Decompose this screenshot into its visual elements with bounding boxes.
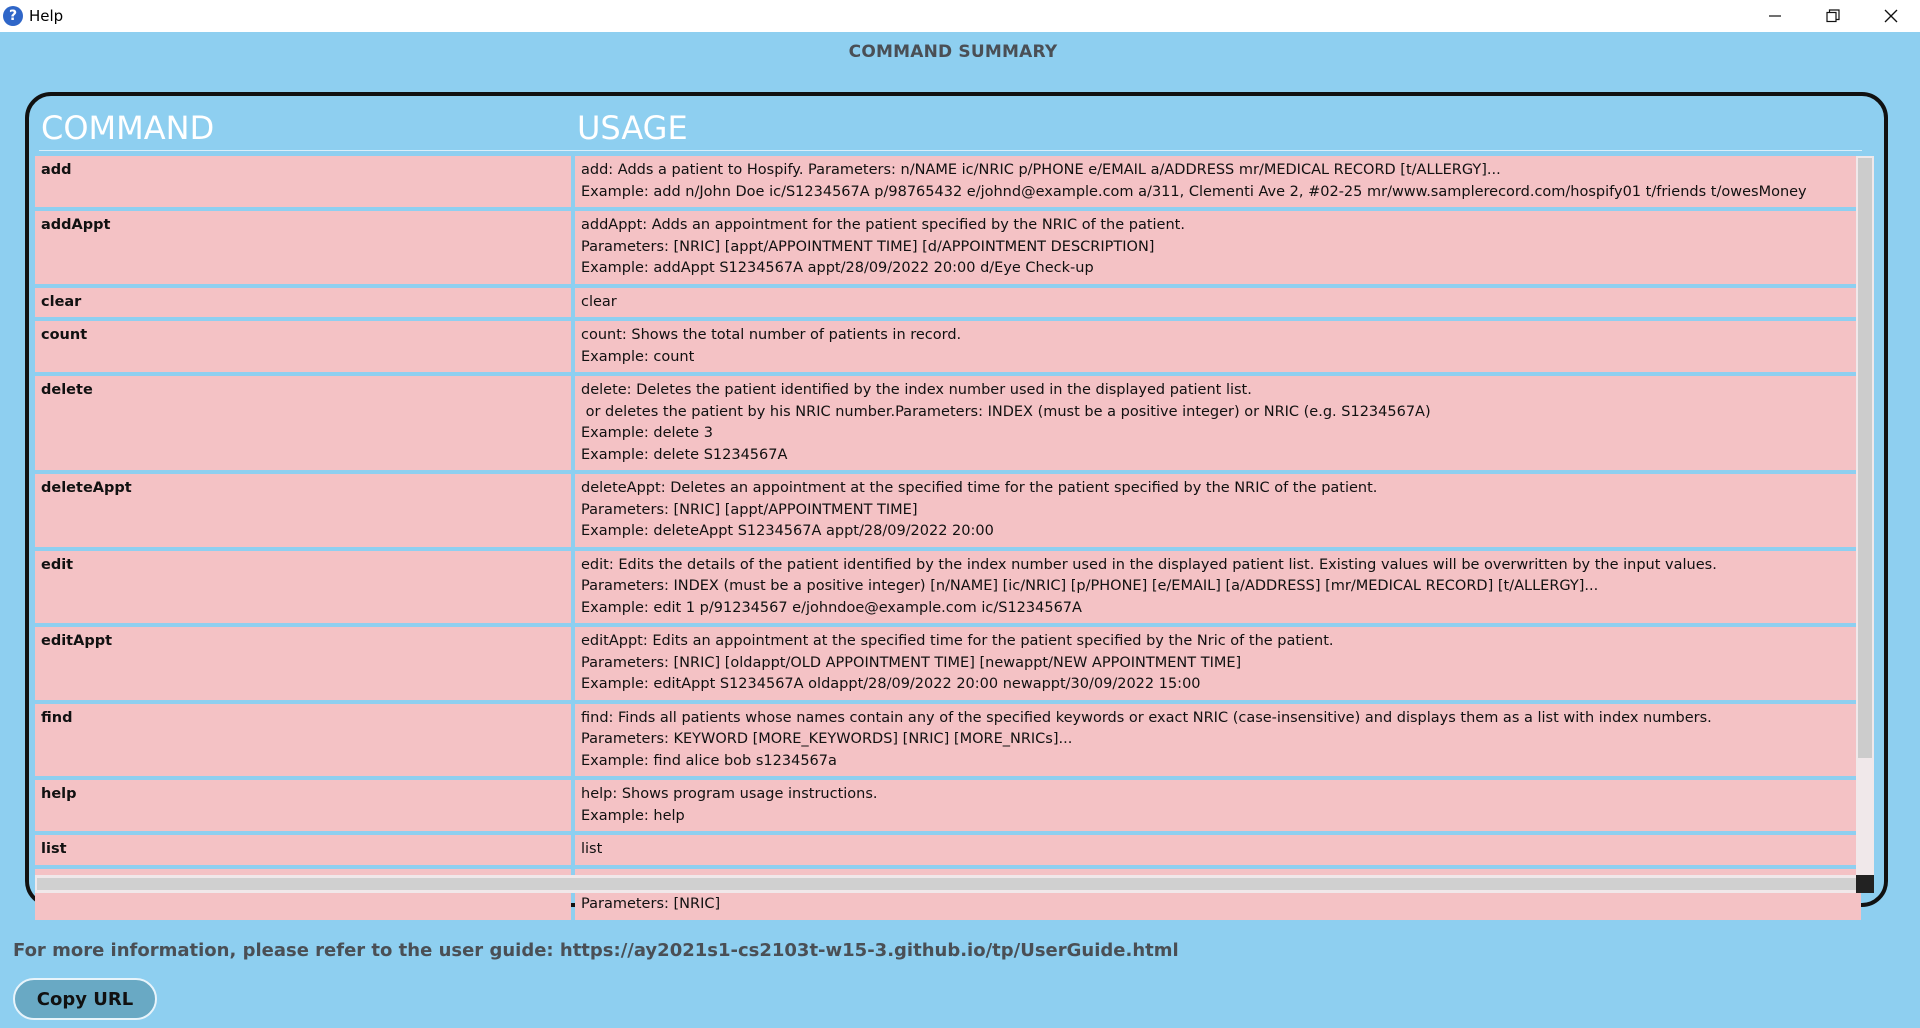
usage-cell: addAppt: Adds an appointment for the patient specified by the NRIC of the patient. Parameters: [NRIC] [appt/APPOINTMENT TIME] [d/APPOINTMENT DESCRIPTION] Example: addAppt S1234567A appt/28/09/2022 20:00 d/Eye Check-up <box>575 211 1861 284</box>
table-row[interactable] <box>35 551 1861 624</box>
command-cell: clear <box>35 288 571 318</box>
close-icon <box>1884 9 1898 23</box>
command-cell: find <box>35 704 571 777</box>
table-header <box>29 106 1884 154</box>
table-row[interactable] <box>35 156 1861 207</box>
minimize-icon <box>1768 9 1782 23</box>
command-cell: addAppt <box>35 211 571 284</box>
table-row[interactable] <box>35 474 1861 547</box>
usage-cell: find: Finds all patients whose names contain any of the specified keywords or exact NRIC (case-insensitive) and displays them as a list with index numbers. Parameters: KEYWORD [MORE_KEYWORDS] [NRIC] [MORE_NRICs]... Example: find alice bob s1234567a <box>575 704 1861 777</box>
horizontal-scrollbar[interactable] <box>35 875 1861 893</box>
usage-cell: editAppt: Edits an appointment at the specified time for the patient specified by the Nric of the patient. Parameters: [NRIC] [oldappt/OLD APPOINTMENT TIME] [newappt/NEW APPOINTMENT TIME] Example: editAppt S1234567A oldappt/28/09/2022 20:00 newappt/30/09/2022 15:00 <box>575 627 1861 700</box>
usage-cell: clear <box>575 288 1861 318</box>
table-body[interactable] <box>35 156 1861 912</box>
minimize-button[interactable] <box>1746 0 1804 32</box>
usage-cell: deleteAppt: Deletes an appointment at the specified time for the patient specified by the NRIC of the patient. Parameters: [NRIC] [appt/APPOINTMENT TIME] Example: deleteAppt S1234567A appt/28/09/2022 20:00 <box>575 474 1861 547</box>
scrollbar-corner <box>1856 875 1874 893</box>
command-cell: count <box>35 321 571 372</box>
column-header-usage[interactable]: USAGE <box>571 106 1862 151</box>
vertical-scrollbar-thumb[interactable] <box>1858 158 1872 758</box>
usage-cell: edit: Edits the details of the patient identified by the index number used in the displayed patient list. Existing values will be overwritten by the input values. Parameters: INDEX (must be a positive integer) [n/NAME] [ic/NRIC] [p/PHONE] [e/EMAIL] [a/ADDRESS] [mr/MEDICAL RECORD] [t/ALLERGY]... Example: edit 1 p/91234567 e/johndoe@example.com ic/S1234567A <box>575 551 1861 624</box>
usage-cell: count: Shows the total number of patients in record. Example: count <box>575 321 1861 372</box>
table-row[interactable] <box>35 321 1861 372</box>
title-bar <box>0 0 1920 32</box>
close-button[interactable] <box>1862 0 1920 32</box>
vertical-scrollbar[interactable] <box>1856 156 1874 881</box>
window-controls <box>1746 0 1920 32</box>
restore-icon <box>1826 9 1840 23</box>
restore-button[interactable] <box>1804 0 1862 32</box>
horizontal-scrollbar-thumb[interactable] <box>37 878 1857 890</box>
usage-cell: help: Shows program usage instructions. Example: help <box>575 780 1861 831</box>
command-cell: edit <box>35 551 571 624</box>
table-row[interactable] <box>35 211 1861 284</box>
command-cell: deleteAppt <box>35 474 571 547</box>
command-cell: delete <box>35 376 571 470</box>
user-guide-info: For more information, please refer to the user guide: https://ay2021s1-cs2103t-w15-3.github.io/tp/UserGuide.html <box>13 940 1179 961</box>
usage-cell: Parameters: [NRIC] <box>575 869 1861 920</box>
command-summary-title: COMMAND SUMMARY <box>848 42 1058 62</box>
command-cell: add <box>35 156 571 207</box>
table-row[interactable] <box>35 780 1861 831</box>
command-cell: editAppt <box>35 627 571 700</box>
table-row[interactable] <box>35 376 1861 470</box>
table-row[interactable] <box>35 835 1861 865</box>
window-title: Help <box>29 7 64 25</box>
command-table <box>25 92 1888 912</box>
copy-url-button[interactable]: Copy URL <box>13 978 157 1020</box>
column-header-command[interactable]: COMMAND <box>39 106 575 151</box>
usage-cell: list <box>575 835 1861 865</box>
table-row[interactable] <box>35 288 1861 318</box>
usage-cell: add: Adds a patient to Hospify. Parameters: n/NAME ic/NRIC p/PHONE e/EMAIL a/ADDRESS mr/MEDICAL RECORD [t/ALLERGY]... Example: add n/John Doe ic/S1234567A p/98765432 e/johnd@example.com a/311, Clementi Ave 2, #02-25 mr/www.samplerecord.com/hospify01 t/friends t/owesMoney <box>575 156 1861 207</box>
usage-cell: delete: Deletes the patient identified by the index number used in the displayed patient list. or deletes the patient by his NRIC number.Parameters: INDEX (must be a positive integer) or NRIC (e.g. S1234567A) Example: delete 3 Example: delete S1234567A <box>575 376 1861 470</box>
command-cell: help <box>35 780 571 831</box>
help-app-icon: ? <box>3 6 23 26</box>
command-cell: list <box>35 835 571 865</box>
table-row[interactable] <box>35 627 1861 700</box>
table-row[interactable] <box>35 704 1861 777</box>
